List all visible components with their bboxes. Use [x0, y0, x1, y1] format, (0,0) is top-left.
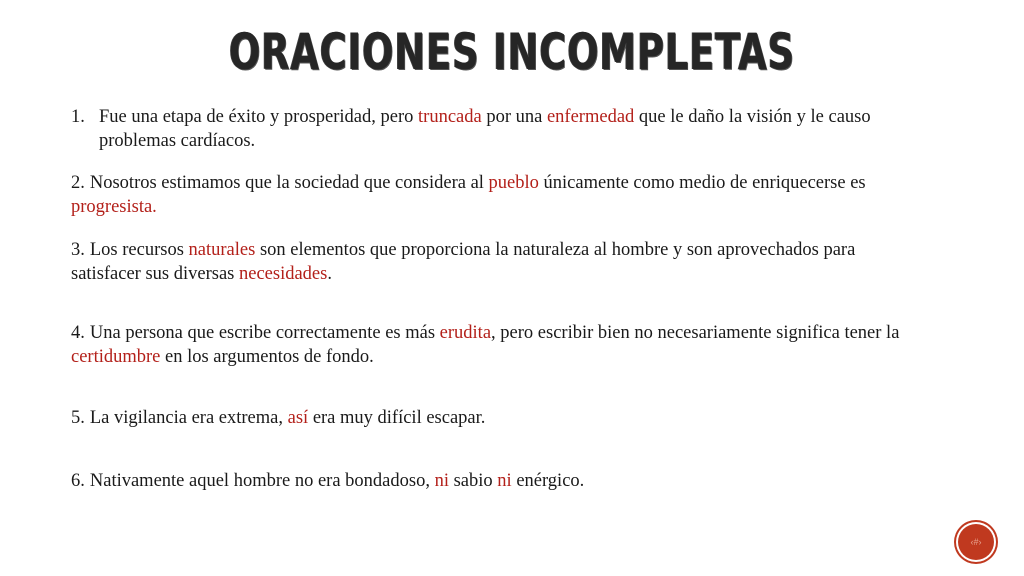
sentence-1	[71, 105, 929, 153]
keyword: naturales	[188, 240, 256, 260]
sentence-text: Fue una etapa de éxito y prosperidad, pero	[99, 107, 419, 127]
sentence-3	[71, 238, 901, 286]
keyword: truncada	[418, 107, 482, 127]
keyword: necesidades	[239, 264, 328, 284]
sentence-text: son elementos que proporciona la naturaleza al hombre y son aprovechados para satisfacer sus diversas	[71, 240, 856, 284]
keyword: certidumbre	[71, 347, 161, 367]
sentence-4	[71, 321, 901, 369]
sentence-text: sabio	[448, 471, 498, 491]
sentence-number: 2.	[71, 173, 85, 193]
sentence-text: en los argumentos de fondo.	[160, 347, 374, 367]
sentence-text: enérgico.	[511, 471, 585, 491]
sentence-number: 4.	[71, 323, 85, 343]
keyword: erudita	[439, 323, 492, 343]
sentence-text: era muy difícil escapar.	[308, 408, 486, 428]
sentence-text: únicamente como medio de enriquecerse es	[538, 173, 866, 193]
keyword: ni	[434, 471, 449, 491]
slide-title: ORACIONES INCOMPLETAS	[228, 23, 796, 81]
sentence-text: La vigilancia era extrema,	[89, 408, 288, 428]
sentence-2	[71, 171, 901, 219]
sentence-number: 3.	[71, 240, 85, 260]
sentence-text: Nativamente aquel hombre no era bondadoso,	[89, 471, 435, 491]
sentence-6	[71, 469, 901, 493]
keyword: pueblo	[488, 173, 539, 193]
sentence-number: 1.	[71, 107, 85, 127]
sentence-number: 5.	[71, 408, 85, 428]
sentence-text: .	[327, 264, 332, 284]
sentence-text: por una	[481, 107, 547, 127]
sentence-text: que le daño la visión y le causo problemas cardíacos.	[99, 107, 871, 151]
sentence-text: Nosotros estimamos que la sociedad que considera al	[89, 173, 489, 193]
sentence-text: Una persona que escribe correctamente es más	[89, 323, 440, 343]
keyword: progresista.	[71, 197, 157, 217]
keyword: enfermedad	[546, 107, 635, 127]
sentence-text: Los recursos	[89, 240, 189, 260]
keyword: ni	[497, 471, 512, 491]
sentence-text: , pero escribir bien no necesariamente significa tener la	[491, 323, 900, 343]
sentence-5	[71, 406, 901, 430]
page-number-badge	[958, 524, 994, 560]
keyword: así	[287, 408, 309, 428]
page-number: ‹#›	[970, 537, 982, 547]
sentence-number: 6.	[71, 471, 85, 491]
